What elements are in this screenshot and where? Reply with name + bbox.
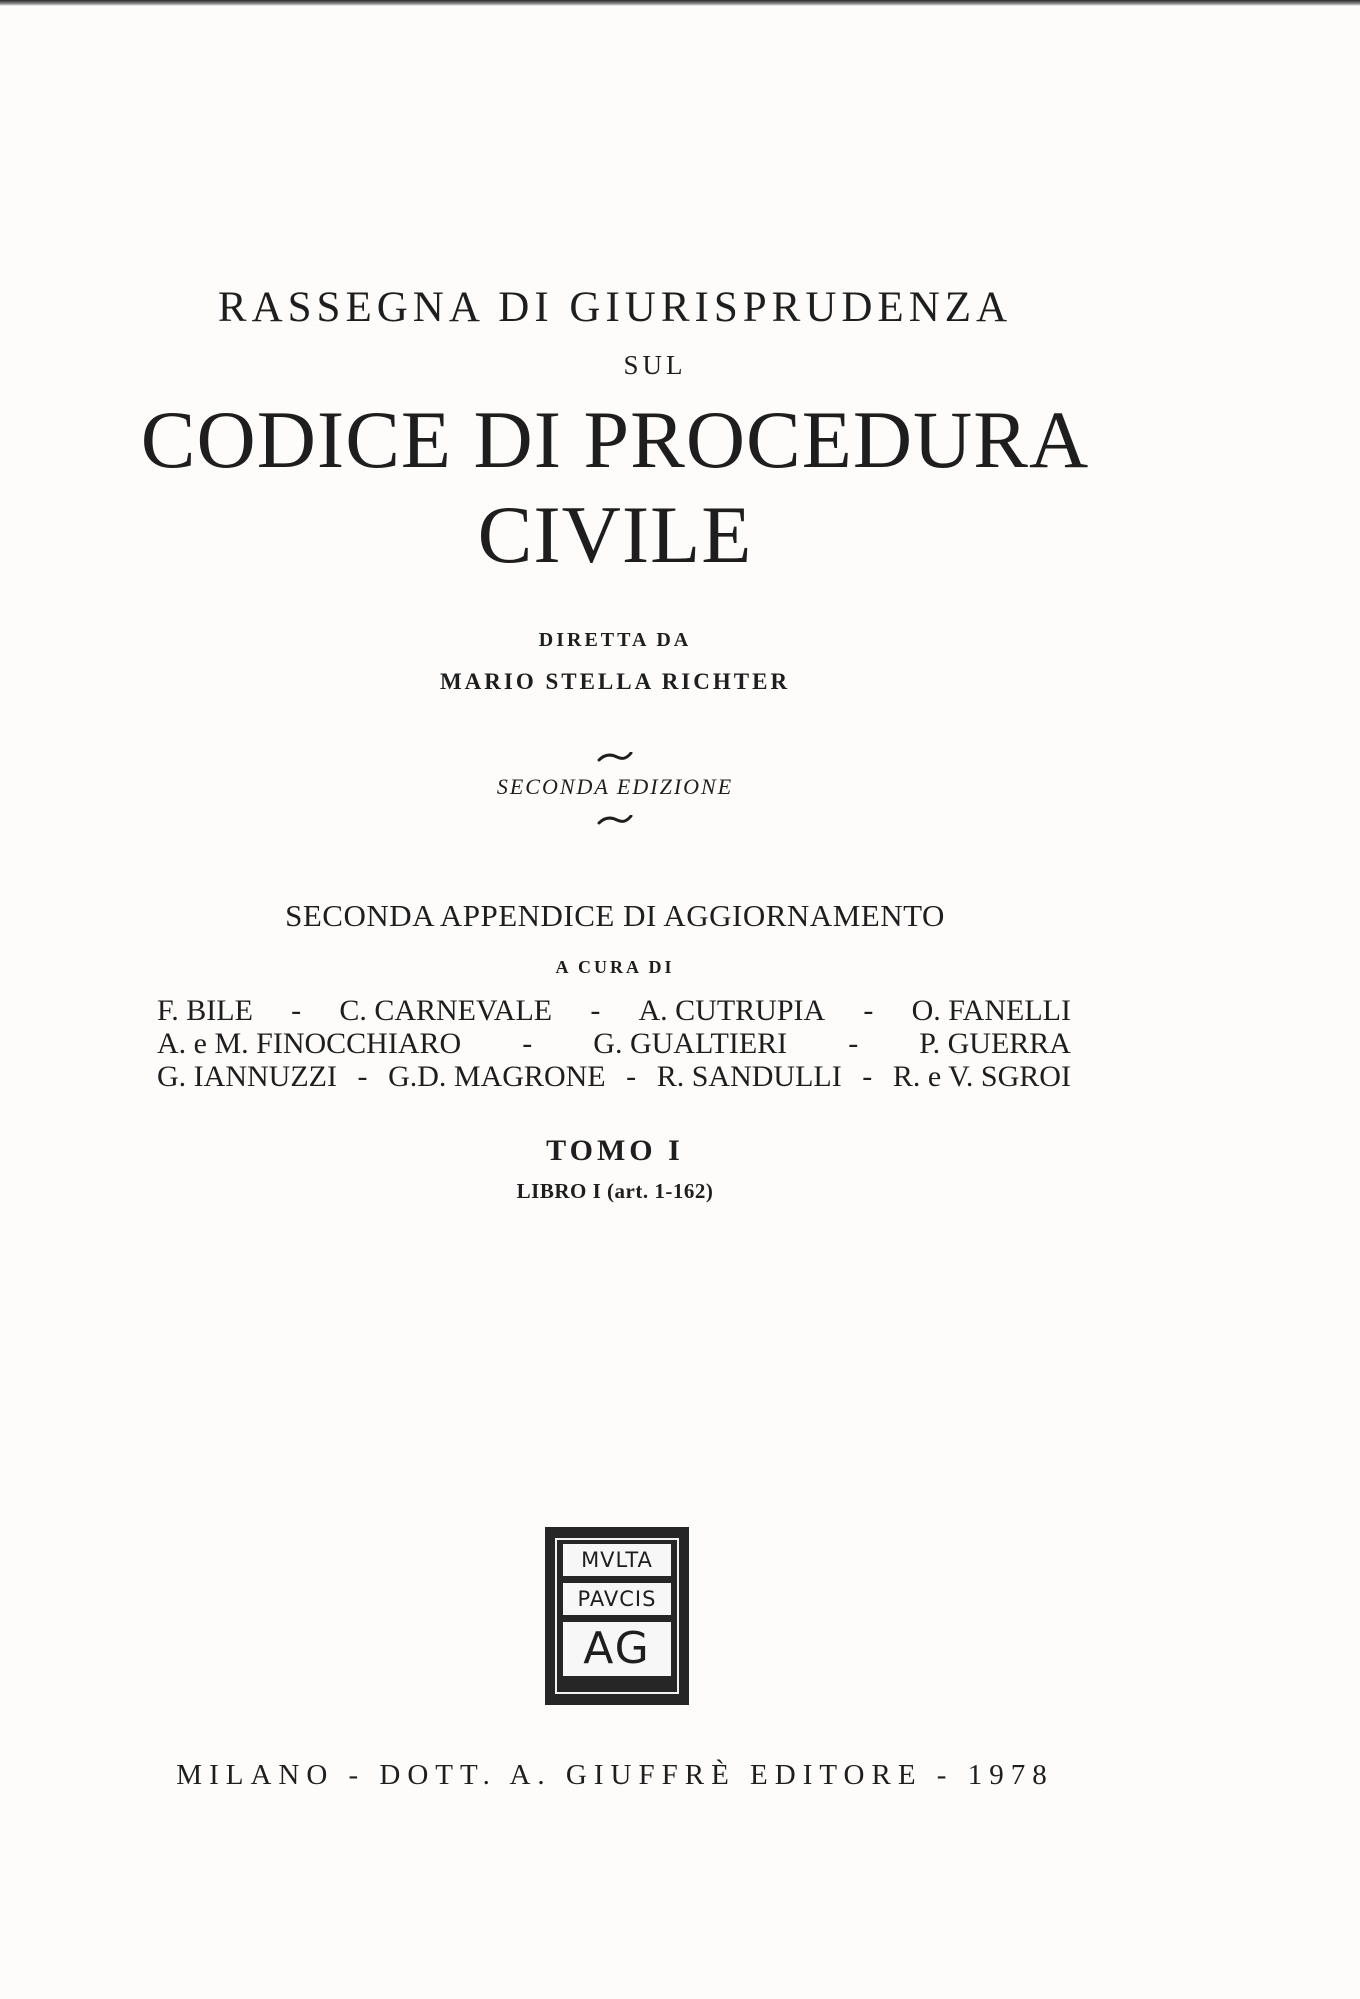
logo-word-multa: MVLTA xyxy=(563,1544,671,1576)
contributor: A. e M. FINOCCHIARO xyxy=(157,1027,462,1060)
ornament-squiggle-top xyxy=(597,752,633,762)
volume-label: TOMO I xyxy=(546,1134,684,1167)
contributor: C. CARNEVALE xyxy=(339,994,553,1027)
contributor: G. IANNUZZI xyxy=(157,1060,337,1093)
contributor: A. CUTRUPIA xyxy=(638,994,826,1027)
contributor: R. e V. SGROI xyxy=(892,1060,1071,1093)
logo-initials: AG xyxy=(563,1622,671,1676)
ornament-squiggle-bottom xyxy=(597,815,633,825)
logo-frame xyxy=(555,1538,679,1694)
book-label: LIBRO I (art. 1-162) xyxy=(516,1179,714,1203)
contributors-row-1 xyxy=(157,994,1071,1028)
name-separator: - xyxy=(291,994,302,1027)
contributors-row-3 xyxy=(157,1060,1071,1094)
contributor: R. SANDULLI xyxy=(656,1060,842,1093)
publisher-line: MILANO - DOTT. A. GIUFFRÈ EDITORE - 1978 xyxy=(176,1759,1054,1791)
edition-label: SECONDA EDIZIONE xyxy=(496,774,734,799)
logo-word-paucis: PAVCIS xyxy=(563,1583,671,1615)
name-separator: - xyxy=(357,1060,368,1093)
publisher-logo xyxy=(545,1527,689,1705)
contributor: G. GUALTIERI xyxy=(593,1027,788,1060)
contributor: G.D. MAGRONE xyxy=(388,1060,606,1093)
heading-line-1: RASSEGNA DI GIURISPRUDENZA xyxy=(217,284,1013,331)
directed-by-label: DIRETTA DA xyxy=(538,629,692,651)
name-separator: - xyxy=(522,1027,533,1060)
main-title-line-2: CIVILE xyxy=(477,489,753,580)
name-separator: - xyxy=(863,994,874,1027)
name-separator: - xyxy=(848,1027,859,1060)
curated-by-label: A CURA DI xyxy=(555,957,675,977)
heading-line-2: SUL xyxy=(623,350,687,380)
name-separator: - xyxy=(626,1060,637,1093)
appendix-title: SECONDA APPENDICE DI AGGIORNAMENTO xyxy=(285,898,945,933)
contributor: F. BILE xyxy=(157,994,253,1027)
name-separator: - xyxy=(590,994,601,1027)
name-separator: - xyxy=(862,1060,873,1093)
contributors-row-2 xyxy=(157,1027,1071,1061)
contributor: O. FANELLI xyxy=(911,994,1071,1027)
page-top-edge xyxy=(0,0,1360,6)
director-name: MARIO STELLA RICHTER xyxy=(439,669,791,694)
main-title-line-1: CODICE DI PROCEDURA xyxy=(140,394,1090,485)
contributor: P. GUERRA xyxy=(919,1027,1071,1060)
